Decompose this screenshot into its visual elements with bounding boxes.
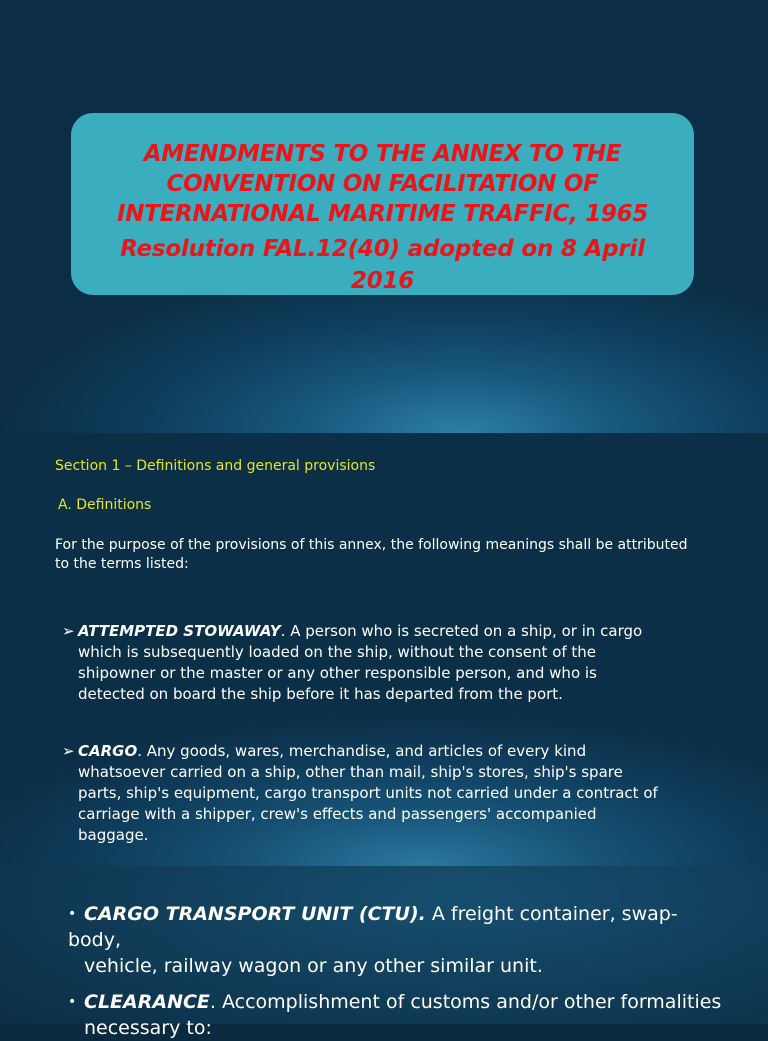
intro-line-2: to the terms listed: [55,556,189,572]
resolution-subtitle: Resolution FAL.12(40) adopted on 8 April 2016 [120,236,645,294]
definition-line: vehicle, railway wagon or any other similar unit. [84,955,543,977]
title-line-2: CONVENTION ON FACILITATION OF [166,171,599,197]
bullet-icon: • [68,906,77,922]
title-slide [0,0,768,433]
document-title [85,139,680,229]
definition-line: shipowner or the master or any other responsible person, and who is [78,664,597,682]
intro-line-1: For the purpose of the provisions of this annex, the following meanings shall be attributed [55,537,688,553]
definitions-slide [0,433,768,866]
section-heading: Section 1 – Definitions and general provisions [55,458,376,474]
definition-line: detected on board the ship before it has departed from the port. [78,685,563,703]
bullet-definitions-slide [0,866,768,1039]
definition-term: CARGO [78,742,138,760]
definition-cargo-transport-unit [68,901,728,979]
definition-line: carriage with a shipper, crew's effects and passengers' accompanied [78,805,597,823]
definition-clearance [68,989,728,1041]
definition-line: parts, ship's equipment, cargo transport units not carried under a contract of [78,784,658,802]
definition-line: baggage. [78,826,149,844]
definition-term: ATTEMPTED STOWAWAY [78,622,281,640]
definition-term: CLEARANCE [84,991,210,1013]
bullet-icon: • [68,994,77,1010]
definition-text: A freight container, swap-body, [68,903,678,951]
definition-line: which is subsequently loaded on the ship, without the consent of the [78,643,597,661]
definition-text: . A person who is secreted on a ship, or in cargo [280,622,643,640]
definition-line: necessary to: [84,1017,212,1039]
definition-term: CARGO TRANSPORT UNIT (CTU). [84,903,426,925]
intro-text [55,536,745,574]
arrow-bullet-icon: ➢ [62,622,75,640]
title-line-1: AMENDMENTS TO THE ANNEX TO THE [143,141,622,167]
definition-text: . Any goods, wares, merchandise, and articles of every kind [137,742,587,760]
definition-text: . Accomplishment of customs and/or other formalities [209,991,722,1013]
definitions-subheading: A. Definitions [58,497,152,513]
definition-line: whatsoever carried on a ship, other than mail, ship's stores, ship's spare [78,763,623,781]
definition-attempted-stowaway [62,621,702,705]
title-box [71,113,694,295]
arrow-bullet-icon: ➢ [62,742,75,760]
title-line-3: INTERNATIONAL MARITIME TRAFFIC, 1965 [116,201,649,227]
definition-cargo [62,741,702,846]
